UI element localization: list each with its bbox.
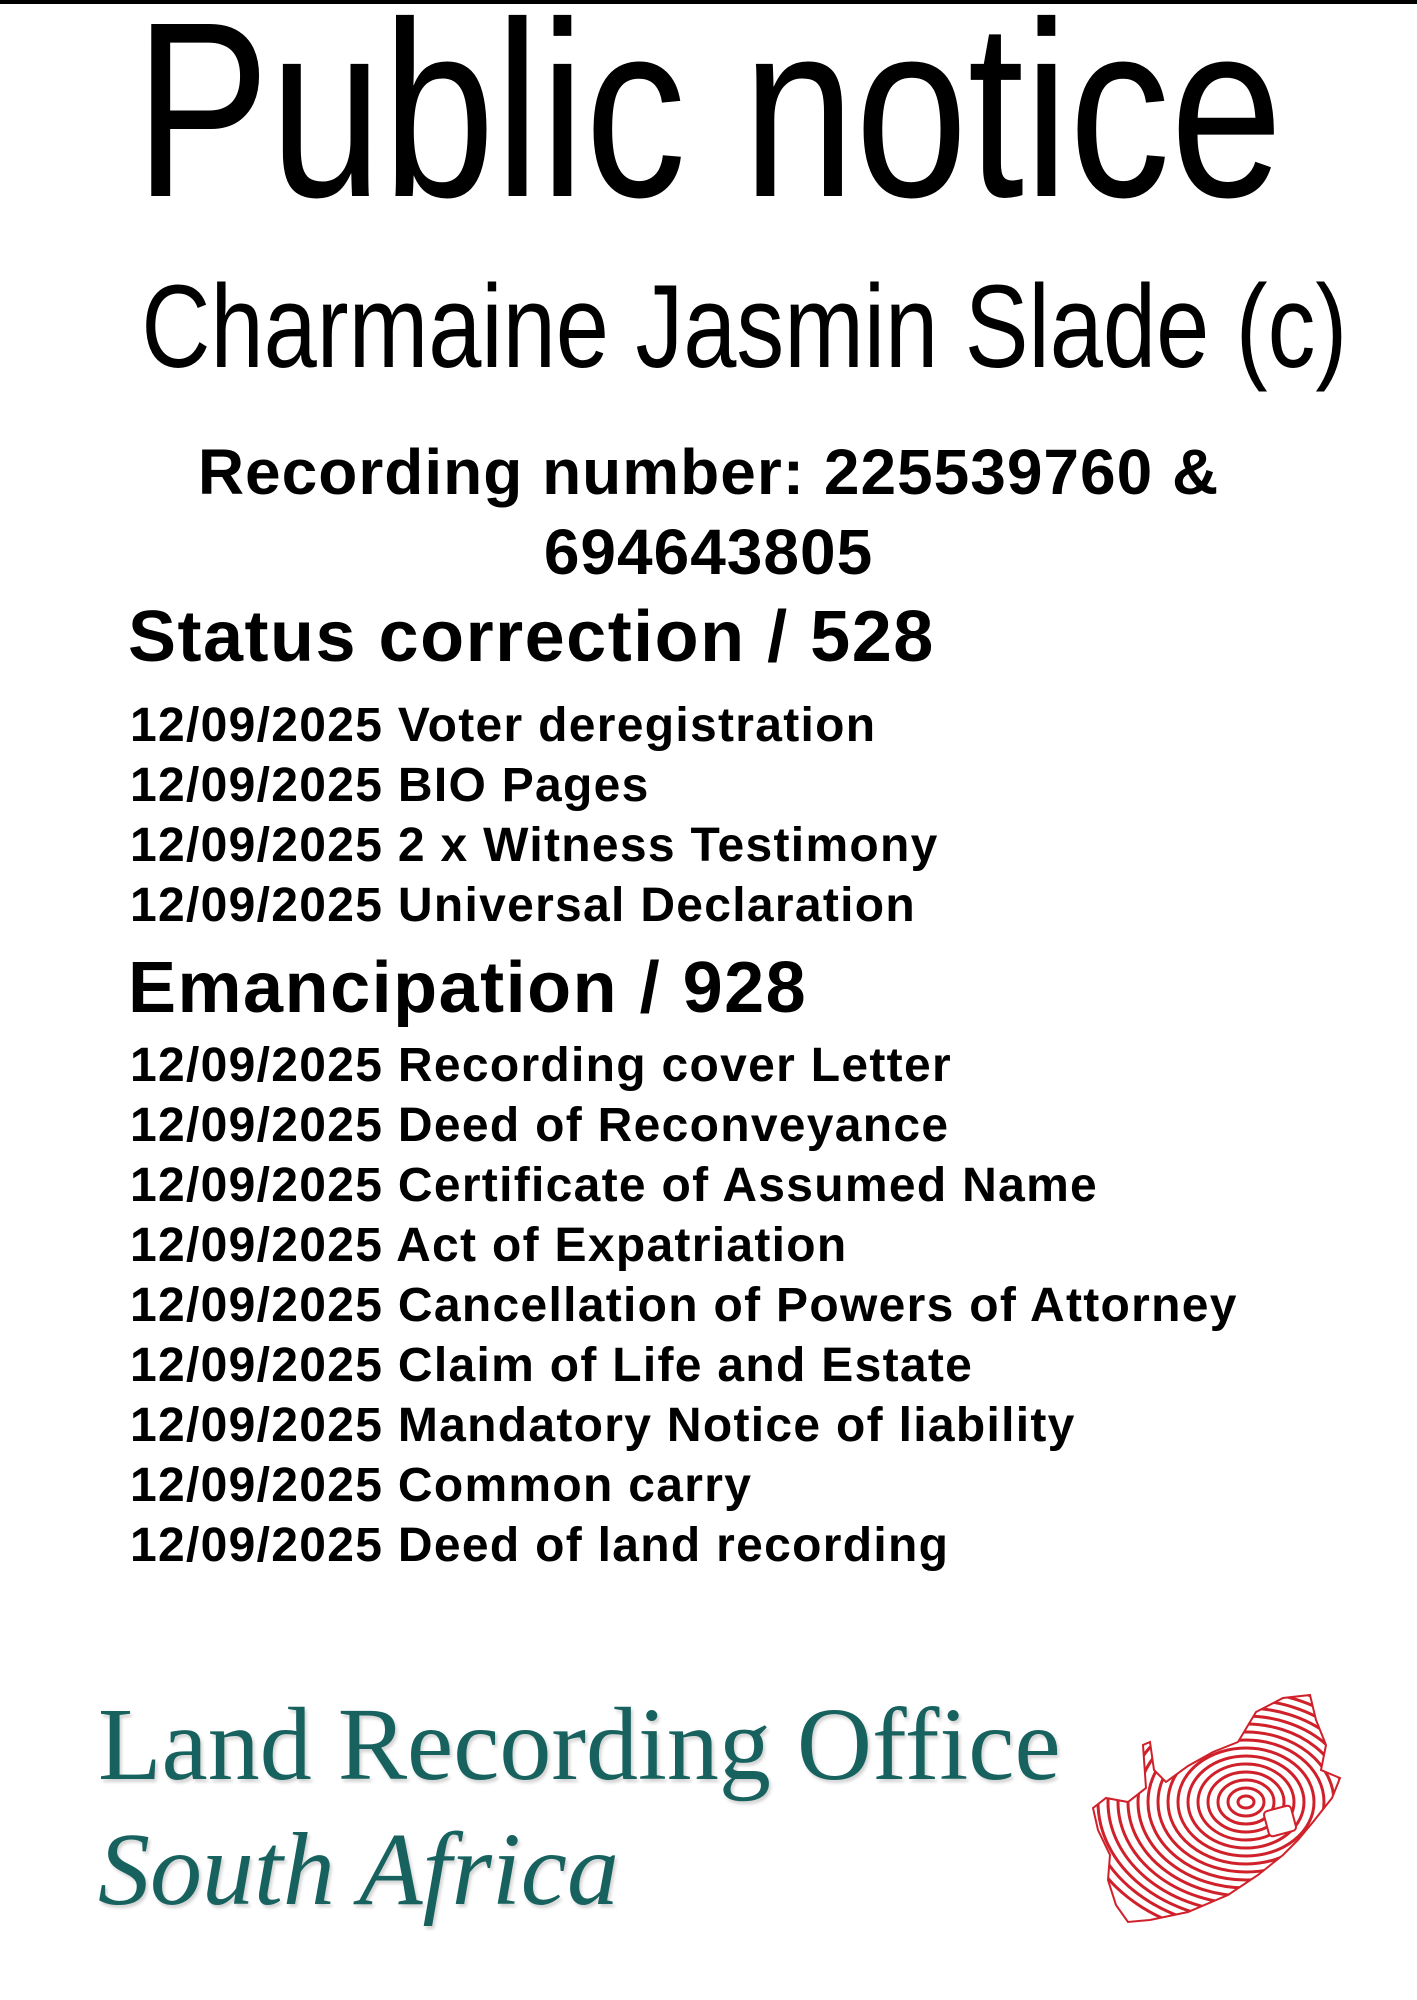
list-item: 12/09/2025 Deed of Reconveyance (130, 1099, 950, 1152)
list-item: 12/09/2025 BIO Pages (130, 759, 650, 812)
list-item: 12/09/2025 Recording cover Letter (130, 1039, 952, 1092)
recording-number-line2: 694643805 (543, 516, 874, 588)
list-item: 12/09/2025 Mandatory Notice of liability (130, 1399, 1076, 1452)
list-item: 12/09/2025 Deed of land recording (130, 1519, 950, 1572)
emancipation-list (130, 1036, 1238, 1576)
section-heading-emancipation: Emancipation / 928 (128, 948, 808, 1028)
recording-number (0, 432, 1417, 592)
page-title (0, 0, 1417, 249)
list-item: 12/09/2025 Universal Declaration (130, 879, 917, 932)
list-item: 12/09/2025 Act of Expatriation (130, 1219, 848, 1272)
list-item: 12/09/2025 Common carry (130, 1459, 753, 1512)
person-name (0, 262, 1417, 392)
list-item: 12/09/2025 Certificate of Assumed Name (130, 1159, 1099, 1212)
section-heading-status-correction: Status correction / 528 (128, 597, 935, 677)
list-item: 12/09/2025 Voter deregistration (130, 699, 877, 752)
list-item: 12/09/2025 2 x Witness Testimony (130, 819, 939, 872)
list-item: 12/09/2025 Claim of Life and Estate (130, 1339, 974, 1392)
list-item: 12/09/2025 Cancellation of Powers of Attorney (130, 1279, 1238, 1332)
person-name-text: Charmaine Jasmin Slade (c) (141, 261, 1348, 393)
org-name-line2: South Africa (98, 1812, 619, 1927)
south-africa-fingerprint-map-icon (1088, 1690, 1353, 1930)
recording-number-line1: Recording number: 225539760 & (197, 436, 1220, 508)
page-title-text: Public notice (134, 0, 1283, 249)
org-name-line1: Land Recording Office (98, 1687, 1061, 1802)
status-correction-list (130, 696, 939, 936)
